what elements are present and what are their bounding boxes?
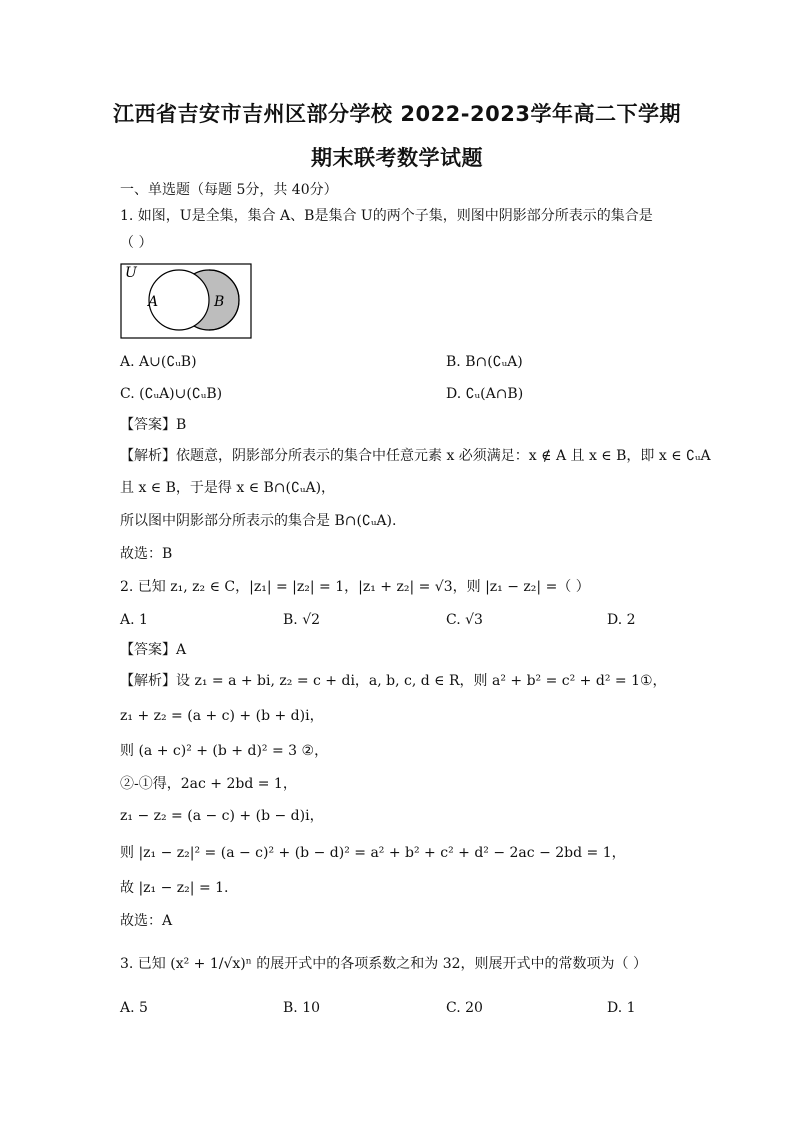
q3-option-d[interactable]: D. 1 [607,1000,636,1016]
q2-analysis-line: z₁ − z₂ = (a − c) + (b − d)i， [120,808,324,824]
section-heading: 一、单选题（每题 5分，共 40分） [120,182,338,198]
q2-answer: 【答案】A [120,642,187,658]
q1-option-a[interactable]: A. A∪(∁ᵤB) [120,354,197,370]
q2-option-d[interactable]: D. 2 [607,612,636,628]
exam-title-line-2: 期末联考数学试题 [311,146,483,170]
q2-analysis-line: 故 |z₁ − z₂| = 1. [120,880,229,896]
q3-option-b[interactable]: B. 10 [283,1000,321,1016]
q1-stem: 1. 如图，U是全集，集合 A、B是集合 U的两个子集，则图中阴影部分所表示的集合是 [120,208,653,224]
q1-option-b[interactable]: B. B∩(∁ᵤA) [446,354,523,370]
q2-analysis-line: 则 |z₁ − z₂|² = (a − c)² + (b − d)² = a² + b² + c² + d² − 2ac − 2bd = 1， [120,845,626,861]
exam-title-line-1: 江西省吉安市吉州区部分学校 2022-2023学年高二下学期 [113,102,681,126]
q1-paren: （ ） [120,235,153,251]
q1-option-d[interactable]: D. ∁ᵤ(A∩B) [446,386,524,402]
q2-option-a[interactable]: A. 1 [120,612,148,628]
label-a: A [148,294,159,310]
q2-analysis-line: 则 (a + c)² + (b + d)² = 3 ②， [120,743,329,759]
q1-analysis-line: 【解析】依题意，阴影部分所表示的集合中任意元素 x 必须满足：x ∉ A 且 x ∈ B，即 x ∈ ∁ᵤA [120,448,711,464]
q1-analysis-line: 且 x ∈ B，于是得 x ∈ B∩(∁ᵤA)， [120,480,336,496]
q1-analysis-line: 故选：B [120,546,173,562]
q1-option-c[interactable]: C. (∁ᵤA)∪(∁ᵤB) [120,386,223,402]
q2-analysis-line: 【解析】设 z₁ = a + bi, z₂ = c + di，a, b, c, d ∈ R，则 a² + b² = c² + d² = 1①， [120,673,667,689]
q2-analysis-line: ②-①得，2ac + 2bd = 1， [120,776,297,792]
q1-analysis-line: 所以图中阴影部分所表示的集合是 B∩(∁ᵤA). [120,513,397,529]
venn-diagram [120,263,254,341]
q3-option-a[interactable]: A. 5 [120,1000,148,1016]
q2-option-c[interactable]: C. √3 [446,612,483,628]
q2-analysis-line: 故选：A [120,913,173,929]
q3-stem: 3. 已知 (x² + 1/√x)ⁿ 的展开式中的各项系数之和为 32，则展开式中的常数项为（ ） [120,956,647,972]
label-b: B [214,294,225,310]
q1-answer: 【答案】B [120,417,187,433]
label-u: U [125,265,137,281]
q2-option-b[interactable]: B. √2 [283,612,321,628]
q2-stem: 2. 已知 z₁, z₂ ∈ C，|z₁| = |z₂| = 1，|z₁ + z₂| = √3，则 |z₁ − z₂| =（ ） [120,579,590,595]
q3-option-c[interactable]: C. 20 [446,1000,483,1016]
q2-analysis-line: z₁ + z₂ = (a + c) + (b + d)i， [120,708,324,724]
